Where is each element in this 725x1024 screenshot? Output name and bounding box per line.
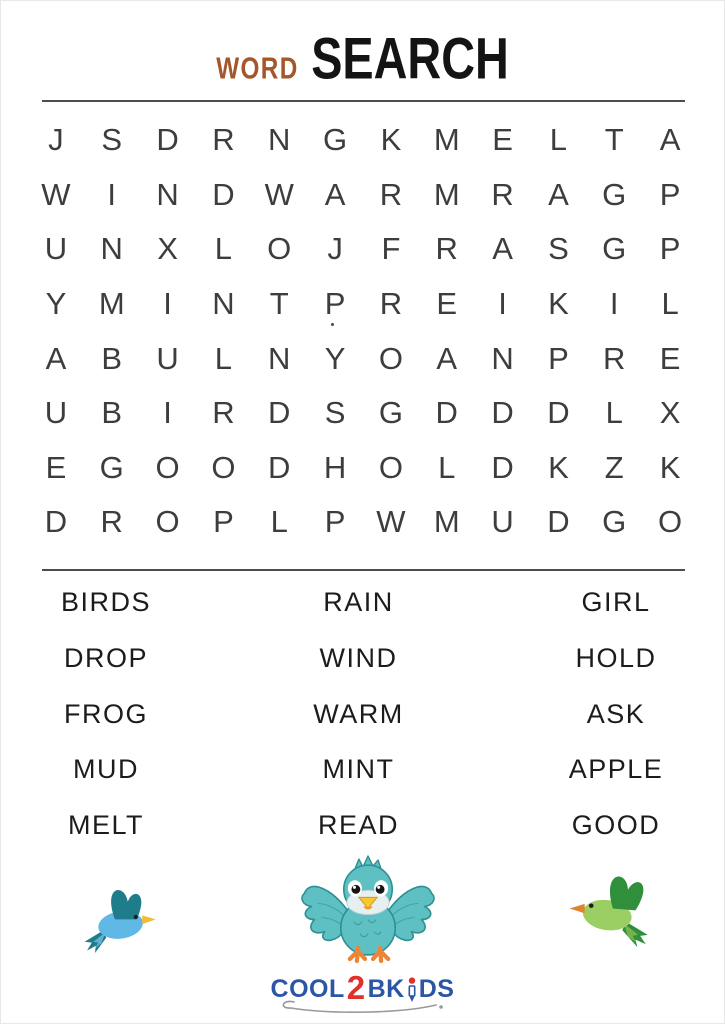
grid-letter: U xyxy=(44,395,68,431)
grid-letter: I xyxy=(609,286,619,322)
grid-letter: L xyxy=(214,231,233,267)
grid-letter: O xyxy=(378,340,403,376)
spread-wing-teal-bird-icon xyxy=(297,851,439,964)
word-cell xyxy=(506,686,725,742)
grid-letter: A xyxy=(436,340,458,376)
word-item: GOOD xyxy=(571,810,661,841)
grid-letter: G xyxy=(378,395,403,431)
grid-letter: T xyxy=(269,286,289,322)
grid-letter: O xyxy=(378,449,403,485)
word-list xyxy=(1,575,725,853)
word-cell xyxy=(1,631,211,687)
grid-letter: K xyxy=(548,449,569,485)
word-cell xyxy=(211,575,506,631)
word-list-divider xyxy=(42,569,685,571)
grid-letter: N xyxy=(100,231,123,267)
grid-letter: X xyxy=(157,231,178,267)
flying-green-bird-icon xyxy=(562,869,660,949)
site-logo xyxy=(1,971,724,1014)
grid-letter: E xyxy=(659,340,681,376)
grid-letter: P xyxy=(213,504,234,540)
grid-letter: S xyxy=(324,395,346,431)
stray-dot xyxy=(331,323,334,326)
grid-letter: U xyxy=(491,504,514,540)
grid-row xyxy=(28,168,698,223)
grid-row xyxy=(28,495,698,550)
word-item: ASK xyxy=(586,698,646,729)
grid-letter: T xyxy=(604,122,624,158)
grid-letter: L xyxy=(438,449,456,485)
grid-letter: G xyxy=(323,122,348,158)
grid-letter: U xyxy=(44,231,68,267)
word-item: MUD xyxy=(73,754,139,785)
grid-letter: G xyxy=(602,504,627,540)
word-cell xyxy=(506,742,725,798)
grid-letter: M xyxy=(433,176,460,212)
word-item: MELT xyxy=(67,810,144,841)
grid-letter: K xyxy=(659,449,681,485)
letter-grid xyxy=(28,113,698,550)
grid-letter: K xyxy=(548,286,569,322)
grid-letter: R xyxy=(212,395,235,431)
grid-letter: R xyxy=(491,176,514,212)
logo-text-bk: BK xyxy=(367,975,405,1003)
grid-letter: H xyxy=(323,449,347,485)
grid-letter: M xyxy=(433,504,460,540)
grid-row xyxy=(28,222,698,277)
grid-letter: W xyxy=(264,176,294,212)
grid-letter: E xyxy=(436,286,458,322)
grid-row xyxy=(28,113,698,168)
grid-letter: S xyxy=(548,231,569,267)
word-cell xyxy=(506,798,725,854)
grid-letter: R xyxy=(603,340,626,376)
grid-letter: A xyxy=(45,340,67,376)
grid-letter: X xyxy=(659,395,681,431)
word-cell xyxy=(506,575,725,631)
grid-letter: A xyxy=(659,122,681,158)
grid-letter: Y xyxy=(45,286,67,322)
grid-letter: P xyxy=(548,340,569,376)
word-cell xyxy=(1,742,211,798)
grid-letter: D xyxy=(44,504,68,540)
grid-letter: P xyxy=(324,504,346,540)
logo-text-ds: DS xyxy=(418,975,455,1003)
grid-letter: L xyxy=(214,340,233,376)
grid-letter: G xyxy=(602,231,627,267)
logo-text-cool: COOL xyxy=(270,975,345,1003)
word-cell xyxy=(1,798,211,854)
grid-letter: R xyxy=(435,231,458,267)
word-item: WIND xyxy=(319,643,398,674)
grid-letter: A xyxy=(324,176,346,212)
grid-letter: D xyxy=(547,504,570,540)
grid-letter: L xyxy=(549,122,568,158)
grid-letter: N xyxy=(156,176,179,212)
word-cell xyxy=(211,631,506,687)
grid-letter: D xyxy=(491,449,514,485)
grid-letter: F xyxy=(381,231,401,267)
grid-letter: I xyxy=(498,286,507,322)
word-cell xyxy=(211,742,506,798)
grid-letter: E xyxy=(492,122,513,158)
word-cell xyxy=(1,575,211,631)
grid-letter: W xyxy=(376,504,406,540)
grid-letter: P xyxy=(324,286,346,322)
word-item: FROG xyxy=(64,698,148,729)
word-item: GIRL xyxy=(581,587,651,618)
grid-letter: L xyxy=(661,286,679,322)
word-item: APPLE xyxy=(568,754,664,785)
word-cell xyxy=(1,686,211,742)
word-cell xyxy=(506,631,725,687)
grid-letter: M xyxy=(98,286,125,322)
title-word: WORD xyxy=(216,51,299,85)
grid-letter: G xyxy=(99,449,124,485)
grid-letter: G xyxy=(602,176,627,212)
grid-letter: B xyxy=(101,340,123,376)
grid-letter: J xyxy=(327,231,343,267)
grid-letter: N xyxy=(268,340,291,376)
grid-letter: O xyxy=(658,504,683,540)
logo-text-2: 2 xyxy=(346,969,366,1006)
word-item: WARM xyxy=(313,698,404,729)
grid-letter: Z xyxy=(604,449,624,485)
grid-letter: N xyxy=(212,286,235,322)
flying-bluebird-icon xyxy=(79,877,159,961)
grid-letter: P xyxy=(659,231,681,267)
grid-letter: O xyxy=(155,449,180,485)
grid-letter: A xyxy=(548,176,569,212)
grid-letter: R xyxy=(379,286,403,322)
word-cell xyxy=(211,798,506,854)
word-item: MINT xyxy=(322,754,395,785)
grid-letter: B xyxy=(101,395,123,431)
pencil-icon xyxy=(407,977,417,1002)
grid-letter: D xyxy=(268,449,291,485)
word-item: DROP xyxy=(63,643,148,674)
grid-row xyxy=(28,331,698,386)
word-item: RAIN xyxy=(323,587,394,618)
grid-letter: O xyxy=(267,231,292,267)
grid-letter: I xyxy=(107,176,117,212)
grid-letter: D xyxy=(156,122,179,158)
word-item: READ xyxy=(317,810,399,841)
grid-letter: J xyxy=(48,122,64,158)
title-search: SEARCH xyxy=(311,26,509,92)
grid-letter: K xyxy=(380,122,402,158)
top-divider xyxy=(42,100,685,102)
grid-letter: I xyxy=(163,286,172,322)
grid-letter: R xyxy=(100,504,123,540)
grid-letter: N xyxy=(491,340,514,376)
grid-row xyxy=(28,386,698,441)
word-item: HOLD xyxy=(575,643,657,674)
grid-letter: D xyxy=(212,176,235,212)
grid-letter: D xyxy=(491,395,514,431)
word-cell xyxy=(211,686,506,742)
word-item: BIRDS xyxy=(60,587,152,618)
grid-row xyxy=(28,277,698,332)
grid-letter: U xyxy=(156,340,179,376)
grid-letter: O xyxy=(155,504,180,540)
grid-letter: D xyxy=(435,395,458,431)
grid-letter: Y xyxy=(324,340,346,376)
grid-letter: A xyxy=(492,231,513,267)
grid-letter: D xyxy=(268,395,291,431)
grid-letter: L xyxy=(605,395,623,431)
grid-letter: O xyxy=(211,449,236,485)
grid-letter: W xyxy=(41,176,71,212)
grid-letter: M xyxy=(433,122,460,158)
grid-letter: L xyxy=(270,504,288,540)
grid-letter: R xyxy=(379,176,403,212)
grid-letter: I xyxy=(163,395,172,431)
grid-row xyxy=(28,441,698,496)
grid-letter: E xyxy=(45,449,67,485)
page-title xyxy=(1,26,724,92)
grid-letter: P xyxy=(659,176,681,212)
grid-letter: R xyxy=(212,122,235,158)
grid-letter: S xyxy=(101,122,123,158)
grid-letter: D xyxy=(547,395,570,431)
grid-letter: N xyxy=(268,122,291,158)
